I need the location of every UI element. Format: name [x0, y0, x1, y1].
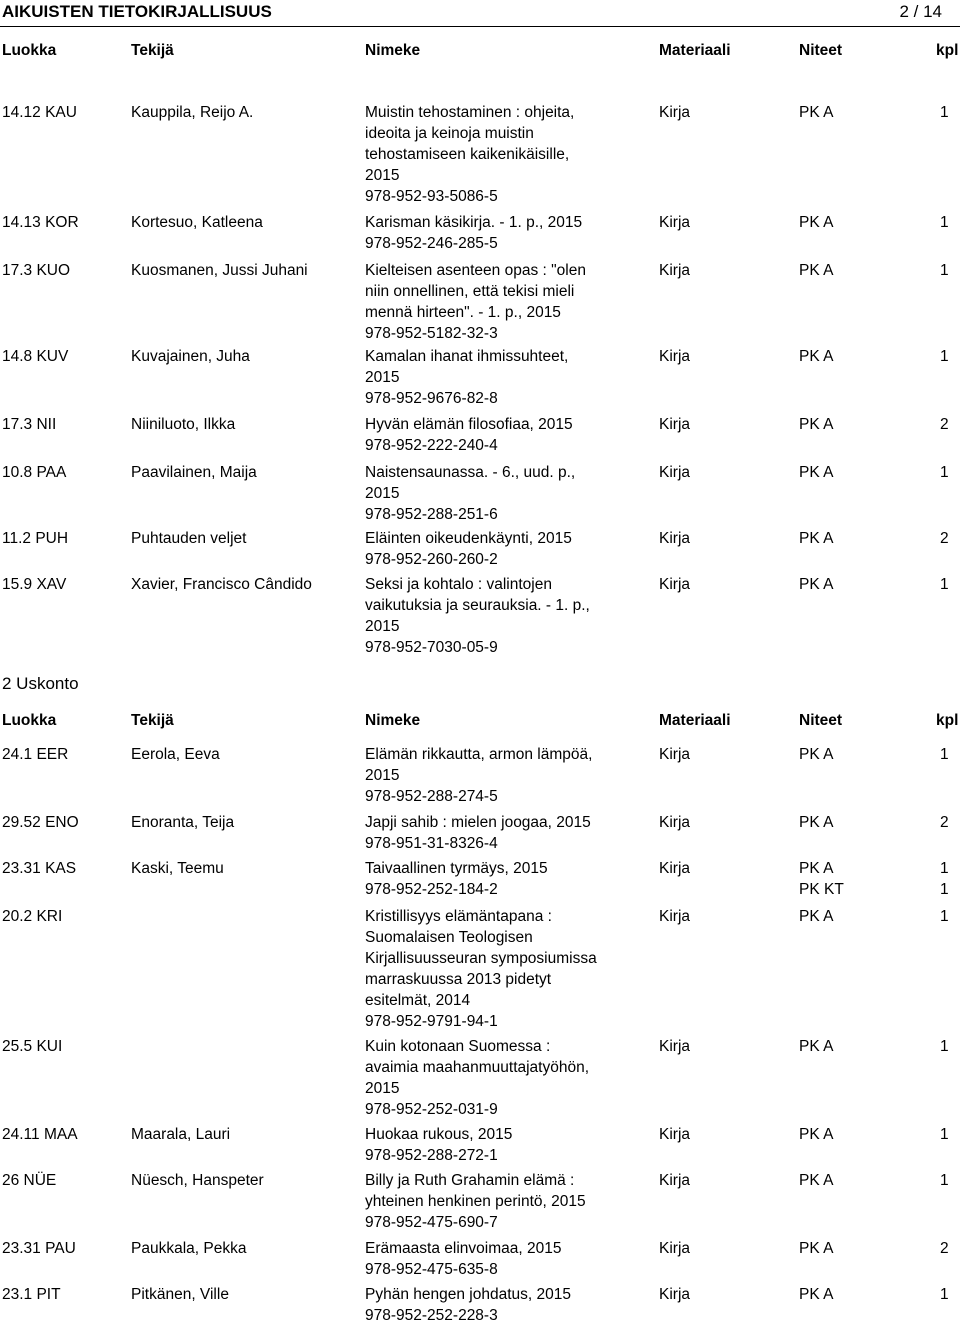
- nide-location: PK A: [799, 104, 834, 121]
- cell-nimeke: [365, 212, 615, 254]
- title-text: Kuin kotonaan Suomessa : avaimia maahanmuuttajatyöhön, 2015: [365, 1038, 590, 1097]
- cell-niteet: [799, 1124, 889, 1145]
- cell-niteet: [799, 574, 889, 595]
- title-text: Muistin tehostaminen : ohjeita, ideoita ja keinoja muistin tehostamiseen kaikenikäisille, 2015: [365, 104, 575, 184]
- title-text: Kielteisen asenteen opas : "olen niin onnellinen, että tekisi mieli mennä hirteen". - 1. p., 2015: [365, 262, 586, 321]
- document-title: AIKUISTEN TIETOKIRJALLISUUS: [2, 2, 272, 21]
- isbn-text: 978-952-222-240-4: [365, 437, 498, 454]
- cell-niteet: [799, 346, 889, 367]
- isbn-text: 978-952-252-031-9: [365, 1101, 498, 1118]
- isbn-text: 978-952-288-274-5: [365, 788, 498, 805]
- cell-kpl: [940, 858, 960, 900]
- cell-niteet: [799, 744, 889, 765]
- title-text: Kristillisyys elämäntapana : Suomalaisen Teologisen Kirjallisuusseuran symposiumissa marraskuussa 2013 pidetyt esitelmät, 2014: [365, 908, 597, 1009]
- cell-materiaali: Kirja: [659, 464, 691, 481]
- copy-count: 1: [940, 348, 949, 365]
- cell-luokka: 10.8 PAA: [2, 464, 67, 481]
- cell-tekija: Kuosmanen, Jussi Juhani: [131, 262, 308, 279]
- cell-luokka: 14.13 KOR: [2, 214, 79, 231]
- cell-nimeke: [365, 1124, 615, 1166]
- nide-location: PK A: [799, 576, 834, 593]
- column-header-niteet: Niteet: [799, 42, 843, 59]
- section-title: 2 Uskonto: [2, 674, 79, 693]
- cell-tekija: Puhtauden veljet: [131, 530, 247, 547]
- cell-tekija: Niiniluoto, Ilkka: [131, 416, 236, 433]
- nide-location: PK A: [799, 262, 834, 279]
- cell-nimeke: [365, 858, 615, 900]
- cell-luokka: 17.3 KUO: [2, 262, 71, 279]
- cell-niteet: [799, 260, 889, 281]
- cell-niteet: [799, 906, 889, 927]
- cell-kpl: [940, 1124, 960, 1145]
- cell-tekija: Paukkala, Pekka: [131, 1240, 247, 1257]
- nide-location: PK A: [799, 908, 834, 925]
- nide-location: PK A: [799, 1286, 834, 1303]
- cell-materiaali: Kirja: [659, 908, 691, 925]
- column-header-nimeke: Nimeke: [365, 42, 421, 59]
- title-text: Japji sahib : mielen joogaa, 2015: [365, 814, 591, 831]
- cell-materiaali: Kirja: [659, 530, 691, 547]
- cell-materiaali: Kirja: [659, 576, 691, 593]
- copy-count: 1: [940, 262, 949, 279]
- cell-niteet: [799, 212, 889, 233]
- header-divider: [0, 26, 960, 27]
- nide-location: PK A: [799, 464, 834, 481]
- cell-materiaali: Kirja: [659, 348, 691, 365]
- isbn-text: 978-952-93-5086-5: [365, 188, 498, 205]
- column-header-nimeke: Nimeke: [365, 712, 421, 729]
- copy-count: 1: [940, 464, 949, 481]
- nide-location: PK A: [799, 416, 834, 433]
- isbn-text: 978-951-31-8326-4: [365, 835, 498, 852]
- cell-luokka: 29.52 ENO: [2, 814, 79, 831]
- isbn-text: 978-952-475-690-7: [365, 1214, 498, 1231]
- column-header-luokka: Luokka: [2, 42, 57, 59]
- nide-location: PK A: [799, 1172, 834, 1189]
- cell-luokka: 11.2 PUH: [2, 530, 69, 547]
- cell-tekija: Kortesuo, Katleena: [131, 214, 263, 231]
- title-text: Seksi ja kohtalo : valintojen vaikutuksia ja seurauksia. - 1. p., 2015: [365, 576, 590, 635]
- title-text: Taivaallinen tyrmäys, 2015: [365, 860, 548, 877]
- cell-tekija: Enoranta, Teija: [131, 814, 235, 831]
- cell-materiaali: Kirja: [659, 1240, 691, 1257]
- cell-luokka: 23.1 PIT: [2, 1286, 61, 1303]
- title-text: Erämaasta elinvoimaa, 2015: [365, 1240, 562, 1257]
- cell-kpl: [940, 744, 960, 765]
- cell-niteet: [799, 462, 889, 483]
- copy-count: 1: [940, 1126, 949, 1143]
- nide-location: PK A: [799, 746, 834, 763]
- cell-luokka: 17.3 NII: [2, 416, 57, 433]
- title-text: Naistensaunassa. - 6., uud. p., 2015: [365, 464, 576, 502]
- isbn-text: 978-952-7030-05-9: [365, 639, 498, 656]
- column-header-niteet: Niteet: [799, 712, 843, 729]
- nide-location: PK A: [799, 530, 834, 547]
- cell-niteet: [799, 528, 889, 549]
- cell-nimeke: [365, 1170, 615, 1233]
- cell-kpl: [940, 906, 960, 927]
- title-text: Elämän rikkautta, armon lämpöä, 2015: [365, 746, 593, 784]
- cell-luokka: 14.12 KAU: [2, 104, 77, 121]
- cell-kpl: [940, 812, 960, 833]
- cell-materiaali: Kirja: [659, 416, 691, 433]
- title-text: Eläinten oikeudenkäynti, 2015: [365, 530, 572, 547]
- cell-materiaali: Kirja: [659, 814, 691, 831]
- cell-luokka: 24.11 MAA: [2, 1126, 78, 1143]
- cell-tekija: Pitkänen, Ville: [131, 1286, 229, 1303]
- copy-count: 2: [940, 1240, 949, 1257]
- cell-kpl: [940, 1036, 960, 1057]
- cell-nimeke: [365, 1238, 615, 1280]
- cell-niteet: [799, 812, 889, 833]
- title-text: Billy ja Ruth Grahamin elämä : yhteinen henkinen perintö, 2015: [365, 1172, 586, 1210]
- isbn-text: 978-952-5182-32-3: [365, 325, 498, 342]
- cell-luokka: 26 NÜE: [2, 1172, 57, 1189]
- cell-niteet: [799, 858, 889, 900]
- isbn-text: 978-952-252-228-3: [365, 1307, 498, 1324]
- cell-materiaali: Kirja: [659, 1286, 691, 1303]
- cell-materiaali: Kirja: [659, 1172, 691, 1189]
- cell-materiaali: Kirja: [659, 860, 691, 877]
- nide-location: PK A: [799, 348, 834, 365]
- isbn-text: 978-952-475-635-8: [365, 1261, 498, 1278]
- isbn-text: 978-952-9791-94-1: [365, 1013, 498, 1030]
- page-number: 2 / 14: [899, 2, 942, 21]
- copy-count: 1: [940, 1172, 949, 1189]
- cell-niteet: [799, 1170, 889, 1191]
- cell-kpl: [940, 212, 960, 233]
- cell-niteet: [799, 414, 889, 435]
- cell-luokka: 20.2 KRI: [2, 908, 63, 925]
- title-text: Hyvän elämän filosofiaa, 2015: [365, 416, 573, 433]
- copy-count: 1: [940, 576, 949, 593]
- cell-kpl: [940, 1284, 960, 1305]
- copy-count: 2: [940, 814, 949, 831]
- cell-nimeke: [365, 260, 615, 344]
- cell-kpl: [940, 528, 960, 549]
- cell-kpl: [940, 260, 960, 281]
- nide-location: PK A: [799, 214, 834, 231]
- title-text: Huokaa rukous, 2015: [365, 1126, 513, 1143]
- nide-location: PK A: [799, 1240, 834, 1257]
- cell-kpl: [940, 574, 960, 595]
- column-header-materiaali: Materiaali: [659, 42, 731, 59]
- cell-tekija: Kaski, Teemu: [131, 860, 224, 877]
- column-header-luokka: Luokka: [2, 712, 57, 729]
- copy-count: 1: [940, 214, 949, 231]
- cell-nimeke: [365, 346, 615, 409]
- cell-tekija: Eerola, Eeva: [131, 746, 220, 763]
- cell-luokka: 15.9 XAV: [2, 576, 67, 593]
- cell-tekija: Nüesch, Hanspeter: [131, 1172, 264, 1189]
- cell-niteet: [799, 102, 889, 123]
- cell-luokka: 25.5 KUI: [2, 1038, 63, 1055]
- cell-luokka: 23.31 PAU: [2, 1240, 76, 1257]
- column-header-kpl: kpl: [936, 42, 959, 59]
- column-header-kpl: kpl: [936, 712, 959, 729]
- cell-materiaali: Kirja: [659, 746, 691, 763]
- title-text: Pyhän hengen johdatus, 2015: [365, 1286, 571, 1303]
- cell-nimeke: [365, 414, 615, 456]
- copy-count: 1: [940, 1286, 949, 1303]
- cell-kpl: [940, 1170, 960, 1191]
- title-text: Karisman käsikirja. - 1. p., 2015: [365, 214, 583, 231]
- isbn-text: 978-952-260-260-2: [365, 551, 498, 568]
- copy-count: 1: [940, 881, 949, 898]
- cell-tekija: Kauppila, Reijo A.: [131, 104, 254, 121]
- cell-nimeke: [365, 528, 615, 570]
- copy-count: 1: [940, 908, 949, 925]
- cell-kpl: [940, 462, 960, 483]
- column-header-tekija: Tekijä: [131, 712, 174, 729]
- cell-nimeke: [365, 812, 615, 854]
- title-text: Kamalan ihanat ihmissuhteet, 2015: [365, 348, 569, 386]
- isbn-text: 978-952-9676-82-8: [365, 390, 498, 407]
- cell-materiaali: Kirja: [659, 1038, 691, 1055]
- column-header-materiaali: Materiaali: [659, 712, 731, 729]
- copy-count: 1: [940, 104, 949, 121]
- cell-nimeke: [365, 1036, 615, 1120]
- nide-location: PK A: [799, 860, 834, 877]
- cell-kpl: [940, 346, 960, 367]
- copy-count: 1: [940, 746, 949, 763]
- nide-location: PK A: [799, 1038, 834, 1055]
- cell-niteet: [799, 1238, 889, 1259]
- cell-kpl: [940, 414, 960, 435]
- cell-nimeke: [365, 744, 615, 807]
- cell-kpl: [940, 1238, 960, 1259]
- copy-count: 2: [940, 530, 949, 547]
- cell-materiaali: Kirja: [659, 214, 691, 231]
- cell-luokka: 24.1 EER: [2, 746, 69, 763]
- isbn-text: 978-952-246-285-5: [365, 235, 498, 252]
- cell-nimeke: [365, 906, 615, 1032]
- cell-materiaali: Kirja: [659, 104, 691, 121]
- isbn-text: 978-952-288-272-1: [365, 1147, 498, 1164]
- cell-niteet: [799, 1036, 889, 1057]
- column-header-tekija: Tekijä: [131, 42, 174, 59]
- cell-kpl: [940, 102, 960, 123]
- cell-tekija: Kuvajainen, Juha: [131, 348, 250, 365]
- copy-count: 1: [940, 860, 949, 877]
- cell-materiaali: Kirja: [659, 1126, 691, 1143]
- isbn-text: 978-952-252-184-2: [365, 881, 498, 898]
- nide-location: PK KT: [799, 881, 844, 898]
- copy-count: 2: [940, 416, 949, 433]
- cell-luokka: 14.8 KUV: [2, 348, 69, 365]
- cell-nimeke: [365, 574, 615, 658]
- copy-count: 1: [940, 1038, 949, 1055]
- cell-luokka: 23.31 KAS: [2, 860, 77, 877]
- nide-location: PK A: [799, 1126, 834, 1143]
- cell-materiaali: Kirja: [659, 262, 691, 279]
- nide-location: PK A: [799, 814, 834, 831]
- cell-tekija: Maarala, Lauri: [131, 1126, 231, 1143]
- cell-niteet: [799, 1284, 889, 1305]
- cell-nimeke: [365, 462, 615, 525]
- cell-nimeke: [365, 102, 615, 207]
- cell-tekija: Paavilainen, Maija: [131, 464, 257, 481]
- cell-tekija: Xavier, Francisco Cândido: [131, 576, 312, 593]
- isbn-text: 978-952-288-251-6: [365, 506, 498, 523]
